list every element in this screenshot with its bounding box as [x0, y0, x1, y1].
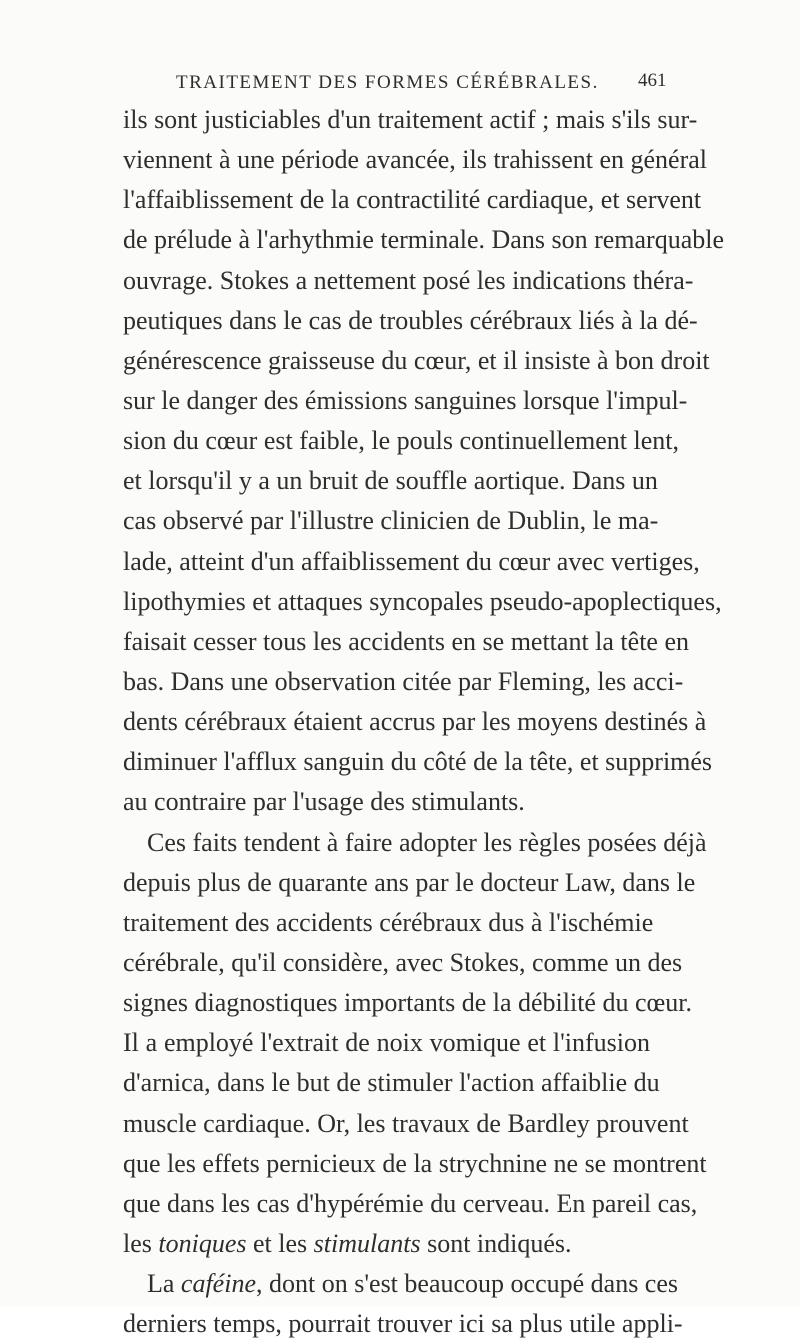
italic-term: caféine: [180, 1269, 256, 1299]
text-line: lade, atteint d'un affaiblissement du cœur avec vertiges,: [123, 546, 700, 576]
text-line: Il a employé l'extrait de noix vomique et l'infusion: [123, 1028, 650, 1058]
text-line: traitement des accidents cérébraux dus à l'ischémie: [123, 907, 654, 937]
page-number: 461: [638, 70, 667, 91]
text-line: derniers temps, pourrait trouver ici sa plus utile appli-: [123, 1309, 683, 1339]
text-line: générescence graisseuse du cœur, et il insiste à bon droit: [123, 345, 710, 375]
text-line: que les effets pernicieux de la strychnine ne se montrent: [123, 1148, 707, 1178]
text-line: de prélude à l'arhythmie terminale. Dans son remarquable: [123, 225, 725, 255]
line-text: et les: [246, 1228, 314, 1258]
text-line: sion du cœur est faible, le pouls continuellement lent,: [123, 426, 679, 456]
text-line: diminuer l'afflux sanguin du côté de la tête, et supprimés: [123, 747, 713, 777]
text-line: depuis plus de quarante ans par le docteur Law, dans le: [123, 867, 696, 897]
text-line: cas observé par l'illustre clinicien de Dublin, le ma-: [123, 506, 659, 536]
paragraph-end-line: au contraire par l'usage des stimulants.: [123, 787, 525, 817]
text-line: sur le danger des émissions sanguines lorsque l'impul-: [123, 385, 688, 415]
text-line: muscle cardiaque. Or, les travaux de Bardley prouvent: [123, 1108, 689, 1138]
paragraph-start-line: Ces faits tendent à faire adopter les règles posées déjà: [147, 827, 707, 857]
text-line: ils sont justiciables d'un traitement actif ; mais s'ils sur-: [123, 105, 698, 134]
body-text: [123, 100, 725, 1344]
text-line: signes diagnostiques importants de la débilité du cœur.: [123, 988, 693, 1018]
line-text: La: [147, 1269, 181, 1299]
text-line: cérébrale, qu'il considère, avec Stokes, comme un des: [123, 947, 683, 977]
italic-term: toniques: [158, 1228, 247, 1258]
text-line: ouvrage. Stokes a nettement posé les indications théra-: [123, 265, 694, 295]
text-line: l'affaiblissement de la contractilité cardiaque, et servent: [123, 185, 702, 215]
paragraph-start-line: [123, 1264, 679, 1304]
text-line: d'arnica, dans le but de stimuler l'action affaiblie du: [123, 1068, 660, 1098]
text-line: viennent à une période avancée, ils trahissent en général: [123, 145, 708, 175]
italic-term: stimulants: [313, 1228, 421, 1258]
text-line: bas. Dans une observation citée par Fleming, les acci-: [123, 666, 684, 696]
text-line: que dans les cas d'hypérémie du cerveau. En pareil cas,: [123, 1188, 698, 1218]
text-line: dents cérébraux étaient accrus par les moyens destinés à: [123, 707, 707, 737]
running-head: TRAITEMENT DES FORMES CÉRÉBRALES.: [176, 72, 599, 93]
line-text: , dont on s'est beaucoup occupé dans ces: [256, 1269, 679, 1299]
text-line: peutiques dans le cas de troubles cérébraux liés à la dé-: [123, 305, 698, 335]
paragraph-end-line: [123, 1224, 650, 1264]
text-line: faisait cesser tous les accidents en se mettant la tête en: [123, 626, 689, 656]
text-line: et lorsqu'il y a un bruit de souffle aortique. Dans un: [123, 466, 658, 496]
line-text: les: [123, 1228, 159, 1258]
line-text: sont indiqués.: [420, 1228, 572, 1258]
text-line: lipothymies et attaques syncopales pseudo-apoplectiques,: [123, 586, 722, 616]
